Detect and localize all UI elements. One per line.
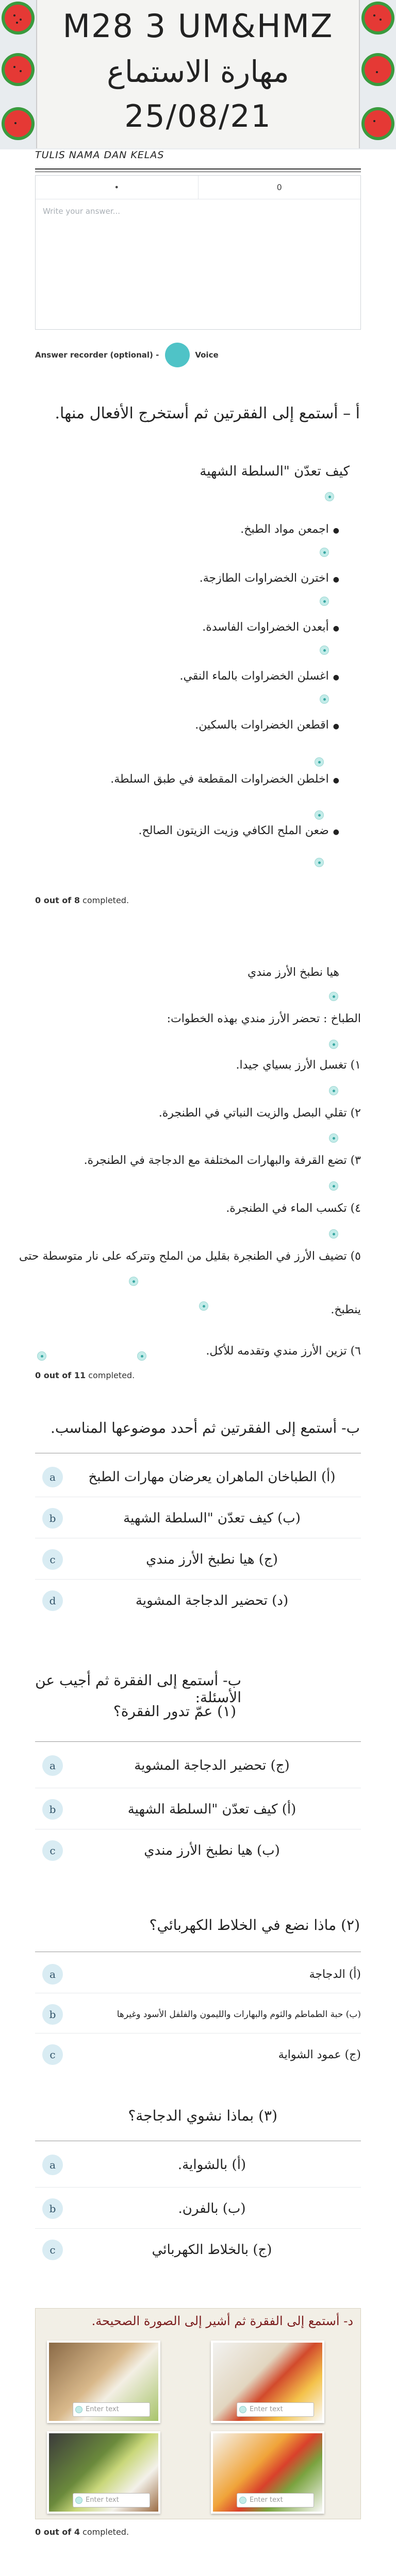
blank-input[interactable] <box>199 1301 208 1311</box>
choice-option[interactable] <box>35 1461 361 1494</box>
option-letter: b <box>42 1508 63 1529</box>
choice-option[interactable] <box>35 1749 361 1782</box>
drop-zone-input[interactable]: Enter text <box>73 2402 150 2417</box>
list-item: ● ضعن الملح الكافي وزيت الزيتون الصالح. <box>139 824 339 837</box>
blank-input[interactable] <box>320 646 329 655</box>
choice-option[interactable] <box>35 2233 361 2266</box>
voice-label: Voice <box>195 350 219 360</box>
option-text: (ج) بالخلاط الكهربائي <box>152 2242 272 2258</box>
rice-step: ينطبخ. <box>331 1303 361 1316</box>
choice-option[interactable] <box>35 1998 361 2031</box>
question-2-title: ب- أستمع إلى الفقرتين ثم أحدد موضوعها المناسب. <box>50 1419 360 1436</box>
option-letter: a <box>42 1467 63 1487</box>
blank-input[interactable] <box>325 492 334 501</box>
option-text: (ب) هيا نطبخ الأرز مندي <box>144 1843 280 1858</box>
completion-status: 0 out of 11 completed. <box>35 1370 135 1380</box>
blank-input[interactable] <box>329 1086 338 1095</box>
bullet-list-button[interactable]: • <box>36 176 199 199</box>
food-photo <box>211 2341 324 2423</box>
divider <box>35 168 361 170</box>
drop-zone-input[interactable]: Enter text <box>73 2493 150 2507</box>
divider <box>35 2228 361 2229</box>
list-item: ● اجمعن مواد الطبخ. <box>240 523 339 536</box>
recorder-label: Answer recorder (optional) - <box>35 350 159 360</box>
option-text: (ب) كيف تعدّن "السلطة الشهية <box>123 1511 301 1526</box>
answer-editor[interactable] <box>35 175 361 330</box>
option-letter: b <box>42 2004 63 2025</box>
option-letter: b <box>42 2198 63 2219</box>
option-letter: b <box>42 1799 63 1820</box>
divider <box>35 1579 361 1580</box>
choice-option[interactable] <box>35 1543 361 1576</box>
option-letter: c <box>42 1549 63 1570</box>
watermelon-icon <box>0 52 36 88</box>
rice-step: ٤) تكسب الماء في الطنجرة. <box>226 1202 361 1215</box>
picture-question-title: د- أستمع إلى الفقرة ثم أشير إلى الصورة الصحيحة. <box>91 2314 353 2328</box>
watermelon-icon <box>0 0 36 36</box>
question-4-title: (٢) ماذا نضع في الخلاط الكهربائي؟ <box>149 1917 360 1934</box>
answer-placeholder[interactable]: Write your answer... <box>43 207 120 216</box>
rice-step: ٢) تقلي البصل والزيت النباتي في الطنجرة. <box>158 1107 361 1120</box>
rice-step: ٥) تضيف الأرز في الطنجرة بقليل من الملح وتتركه على نار متوسطة حتى <box>19 1250 361 1263</box>
picture-question-panel <box>35 2308 361 2519</box>
food-photo <box>47 2431 160 2514</box>
food-photo <box>47 2341 160 2423</box>
choice-option[interactable] <box>35 2038 361 2071</box>
option-text: (ج) تحضير الدجاجة المشوية <box>134 1758 290 1773</box>
question-3-prompt: (١) عمّ تدور الفقرة؟ <box>113 1703 236 1720</box>
page-title: M28 3 UM&HMZ <box>62 7 334 45</box>
divider <box>35 1741 361 1742</box>
blank-input[interactable] <box>137 1351 146 1361</box>
editor-toolbar <box>36 176 360 199</box>
option-letter: c <box>42 2240 63 2260</box>
drop-zone-input[interactable]: Enter text <box>237 2402 314 2417</box>
blank-input[interactable] <box>329 1133 338 1143</box>
option-letter: c <box>42 2044 63 2065</box>
list-item: ● اخلطن الخضراوات المقطعة في طبق السلطة. <box>110 773 339 786</box>
option-letter: c <box>42 1840 63 1861</box>
blank-input[interactable] <box>320 548 329 557</box>
option-letter: d <box>42 1590 63 1611</box>
completion-status: 0 out of 4 completed. <box>35 2527 129 2537</box>
choice-option[interactable] <box>35 1584 361 1617</box>
choice-option[interactable] <box>35 2148 361 2181</box>
rice-title: هيا نطبخ الأرز مندي <box>247 966 339 979</box>
choice-option[interactable] <box>35 1834 361 1867</box>
page-date: 25/08/21 <box>124 98 272 134</box>
record-button[interactable] <box>165 343 190 367</box>
option-text: (ب) حبة الطماطم والثوم والبهارات والليمون والفلفل الأسود وغيرها <box>117 2009 361 2020</box>
choice-option[interactable] <box>35 1502 361 1535</box>
choice-option[interactable] <box>35 1958 361 1991</box>
blank-input[interactable] <box>329 992 338 1001</box>
option-letter: a <box>42 2155 63 2175</box>
list-item: ● أبعدن الخضراوات الفاسدة. <box>202 621 339 634</box>
question-1-subtitle: كيف تعدّن "السلطة الشهية <box>200 464 350 479</box>
option-text: (أ) كيف تعدّن "السلطة الشهية <box>127 1802 296 1817</box>
rice-step: ٦) تزين الأرز مندي وتقدمه للأكل. <box>206 1345 361 1358</box>
option-text: (أ) الطباخان الماهران يعرضان مهارات الطبخ <box>88 1469 336 1485</box>
list-item: ● اغسلن الخضراوات بالماء النقي. <box>180 670 339 683</box>
blank-input[interactable] <box>320 694 329 704</box>
blank-input[interactable] <box>315 810 324 820</box>
option-text: (ج) هيا نطبخ الأرز مندي <box>146 1552 278 1567</box>
rice-step: ١) تغسل الأرز بسياي جيدا. <box>236 1059 361 1072</box>
blank-input[interactable] <box>315 858 324 867</box>
question-5-title: (٣) بماذا نشوي الدجاجة؟ <box>128 2107 277 2124</box>
blank-input[interactable] <box>129 1277 138 1286</box>
list-item: ● اخترن الخضراوات الطازجة. <box>200 572 339 585</box>
numbered-list-button[interactable]: 0 <box>276 182 282 192</box>
blank-input[interactable] <box>315 757 324 767</box>
completion-status: 0 out of 8 completed. <box>35 895 129 905</box>
blank-input[interactable] <box>320 597 329 606</box>
option-text: (ب) بالفرن. <box>178 2201 246 2216</box>
option-letter: a <box>42 1755 63 1776</box>
rice-intro: الطباخ : تحضر الأرز مندي بهذه الخطوات: <box>167 1012 361 1025</box>
watermelon-icon <box>360 0 396 36</box>
drop-zone-input[interactable]: Enter text <box>237 2493 314 2507</box>
option-text: (أ) الدجاجة <box>309 1968 361 1981</box>
watermelon-icon <box>360 52 396 88</box>
option-letter: a <box>42 1964 63 1985</box>
option-text: (أ) بالشواية. <box>177 2157 246 2173</box>
blank-input[interactable] <box>329 1229 338 1239</box>
rice-step: ٣) تضع القرفة والبهارات المختلفة مع الدجاجة في الطنجرة. <box>84 1154 361 1167</box>
header-banner <box>0 0 396 149</box>
list-item: ● اقطعن الخضراوات بالسكين. <box>195 719 339 732</box>
question-3-title: ب- أستمع إلى الفقرة ثم أجيب عن الأسئلة: <box>35 1672 241 1706</box>
choice-option[interactable] <box>35 1793 361 1826</box>
page-subtitle: مهارة الاستماع <box>107 54 289 89</box>
blank-input[interactable] <box>329 1040 338 1049</box>
name-section-label: TULIS NAMA DAN KELAS <box>35 149 164 161</box>
option-text: (ج) عمود الشواية <box>278 2048 361 2061</box>
watermelon-icon <box>360 106 396 142</box>
watermelon-icon <box>0 106 36 142</box>
food-photo <box>211 2431 324 2514</box>
title-card <box>36 0 360 148</box>
divider <box>35 2187 361 2188</box>
question-1-title: أ – أستمع إلى الفقرتين ثم أستخرج الأفعال منها. <box>55 404 360 422</box>
option-text: (د) تحضير الدجاجة المشوية <box>135 1593 289 1608</box>
blank-input[interactable] <box>329 1181 338 1191</box>
blank-input[interactable] <box>37 1351 46 1361</box>
answer-recorder <box>35 343 219 367</box>
choice-option[interactable] <box>35 2192 361 2225</box>
